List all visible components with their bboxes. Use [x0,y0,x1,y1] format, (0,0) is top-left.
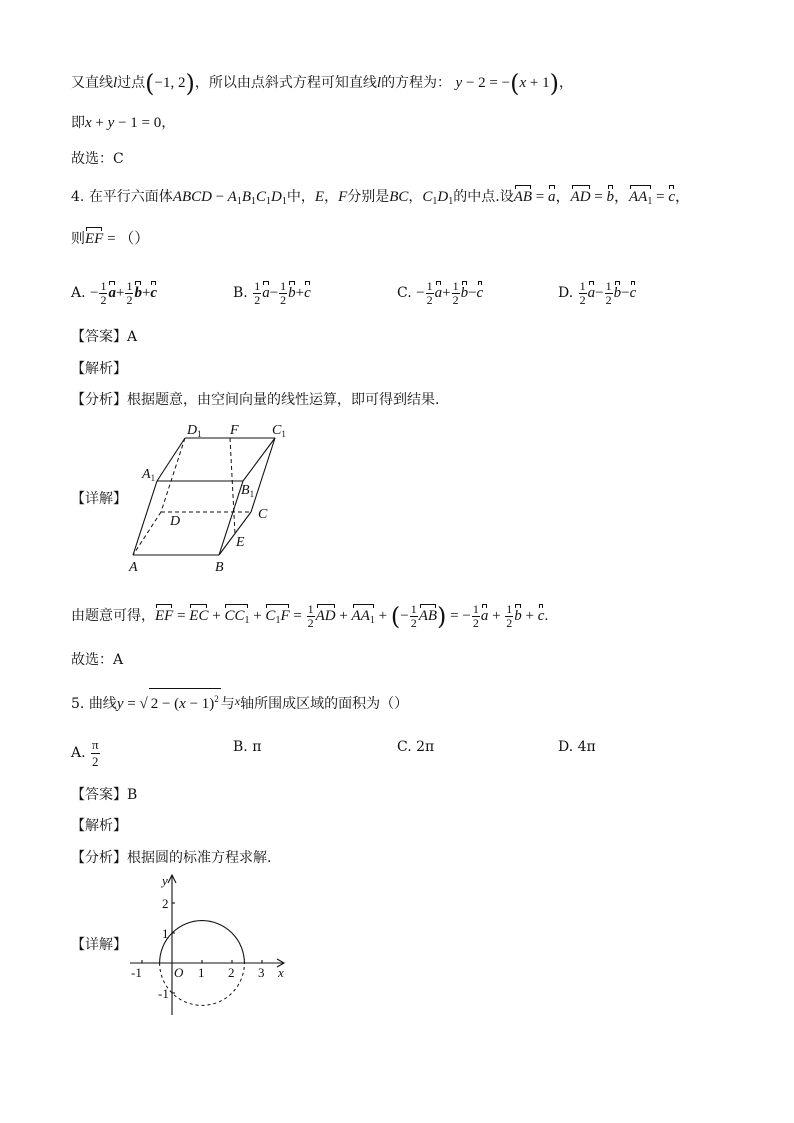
analysis-line-4 [71,390,439,410]
analysis-text: 根据圆的标准方程求解. [127,850,272,866]
answer-value: A [127,329,138,345]
option-letter: A. [71,284,86,301]
tick-x: 1 [198,965,205,980]
option-c[interactable] [397,737,434,757]
question-4-stem: 4. 在平行六面体ABCD − $A_1B_1C_1D_1$中，E，F分别是BC，$C_1D_1$的中点.设AB = a，AD = b，$AA_1 = c$， [71,187,690,212]
analysis-tag: 【分析】 [71,392,127,408]
option-letter: A. [71,744,86,761]
text: 过点 [117,75,146,91]
choice-line: 故选：C [71,151,124,167]
math-point: (−1, 2) [145,69,195,98]
segment-bc: BC [389,189,409,205]
label-a1: $A_1$ [142,467,156,483]
answer-tag: 【答案】 [71,329,127,345]
option-expression: $\frac{1}{2}$ a− $\frac{1}{2}$ b+c [254,279,311,307]
text: 由题意可得， [71,607,155,624]
derivation-line [71,603,548,631]
option-expression: 4π [577,739,596,755]
detail-tag-4: 【详解】 [71,491,127,507]
label-b: B [215,560,224,575]
parallelepiped-figure [125,418,295,578]
option-expression: $\frac{\pi}{2}$ [92,737,99,769]
tick-y: 2 [162,896,169,911]
text: 曲线 [88,696,117,712]
analysis-line-5 [71,848,271,868]
text: 分别是 [347,189,390,205]
point-f: F [338,189,348,205]
text-line-1 [71,69,573,98]
text: ， [161,115,176,131]
option-letter: B. [233,739,248,755]
text: 在平行六面体 [88,189,173,205]
tick-y: -1 [158,986,169,1001]
analysis-text: 根据题意，由空间向量的线性运算，即可得到结果. [127,392,440,408]
line-l: l [113,75,118,91]
option-d[interactable] [558,280,636,307]
x-symbol: x [234,694,241,708]
option-letter: D. [558,739,574,755]
question-number: 4. [71,189,85,205]
label-c1: $C_1$ [272,423,286,439]
label-e: E [236,535,245,550]
option-expression: $\frac{1}{2}$ a− $\frac{1}{2}$ b−c [579,279,637,307]
label-a: A [129,560,138,575]
point-e: E [314,189,325,205]
analysis-tag: 【分析】 [71,850,127,866]
option-b[interactable] [233,737,261,757]
option-expression: π [252,739,262,755]
y-axis-label: y [162,873,168,888]
label-d: D [170,514,181,529]
circle-graph [125,870,295,1020]
option-a[interactable] [71,280,157,307]
option-letter: C. [397,284,412,301]
option-a[interactable] [71,737,101,770]
text: 又直线 [71,75,113,91]
jiexi-tag-4: 【解析】 [71,361,127,377]
text: 轴所围成区域的面积为（） [240,696,409,712]
line-l: l [376,75,382,91]
text: 即 [71,115,85,131]
option-letter: C. [397,739,412,755]
segment-c1d1: $C_1D_1$ [422,189,454,207]
question-number: 5. [71,696,85,712]
tick-x: 2 [228,965,235,980]
vector-definitions: AB = a，AD = b，$AA_1 = c$， [514,189,690,205]
vector-ef: EF = （） [85,231,150,247]
math-equation: x + y − 1 = 0 [85,115,162,131]
option-letter: B. [233,284,248,301]
tick-y: 1 [162,926,169,941]
choice-line-4: 故选：A [71,652,124,668]
text: 与 [220,696,235,712]
label-d1: $D_1$ [187,423,202,439]
text: 则 [71,231,85,247]
option-expression: − $\frac{1}{2}$ a+ $\frac{1}{2}$ b+c [90,279,158,307]
math-line-equation: y − 2 = −(x + 1) [455,69,559,98]
label-f: F [230,423,239,438]
text: 中， [286,189,315,205]
answer-line-4 [71,327,137,347]
option-expression: 2π [416,739,435,755]
detail-tag-5: 【详解】 [71,937,127,953]
text: ，所以由点斜式方程可知直线 [194,75,377,91]
question-5-stem [71,688,408,714]
jiexi-tag-5: 【解析】 [71,818,127,834]
x-axis-label: x [278,965,284,980]
label-c: C [258,507,268,522]
option-b[interactable] [233,280,311,307]
label-b1: $B_1$ [241,483,255,499]
tick-x: 3 [258,965,265,980]
text: 的方程为： [381,75,452,91]
derivation-math: EF = EC + $CC_1 + C_1F$ = $\frac{1}{2}$ AD + $AA_1$ + (− $\frac{1}{2}$ AB) = − $\frac{1}{2}$ a + $\frac{1}{2}$ b + c. [155,602,549,631]
math-curve: y = √ $2 - (x - 1)^2$ [117,696,221,712]
question-4-ask [71,229,149,249]
option-c[interactable] [397,280,483,307]
text: ， [558,75,573,91]
answer-line-5 [71,785,137,805]
option-letter: D. [558,284,574,301]
answer-tag: 【答案】 [71,787,127,803]
option-expression: − $\frac{1}{2}$ a+ $\frac{1}{2}$ b−c [416,279,484,307]
answer-value: B [127,787,138,803]
origin-label: O [174,965,184,980]
math-solid: ABCD − $A_1B_1C_1D_1$ [172,189,287,207]
tick-x: -1 [131,965,142,980]
option-d[interactable] [558,737,596,757]
text: 的中点.设 [453,189,514,205]
text-line-2 [71,113,175,133]
